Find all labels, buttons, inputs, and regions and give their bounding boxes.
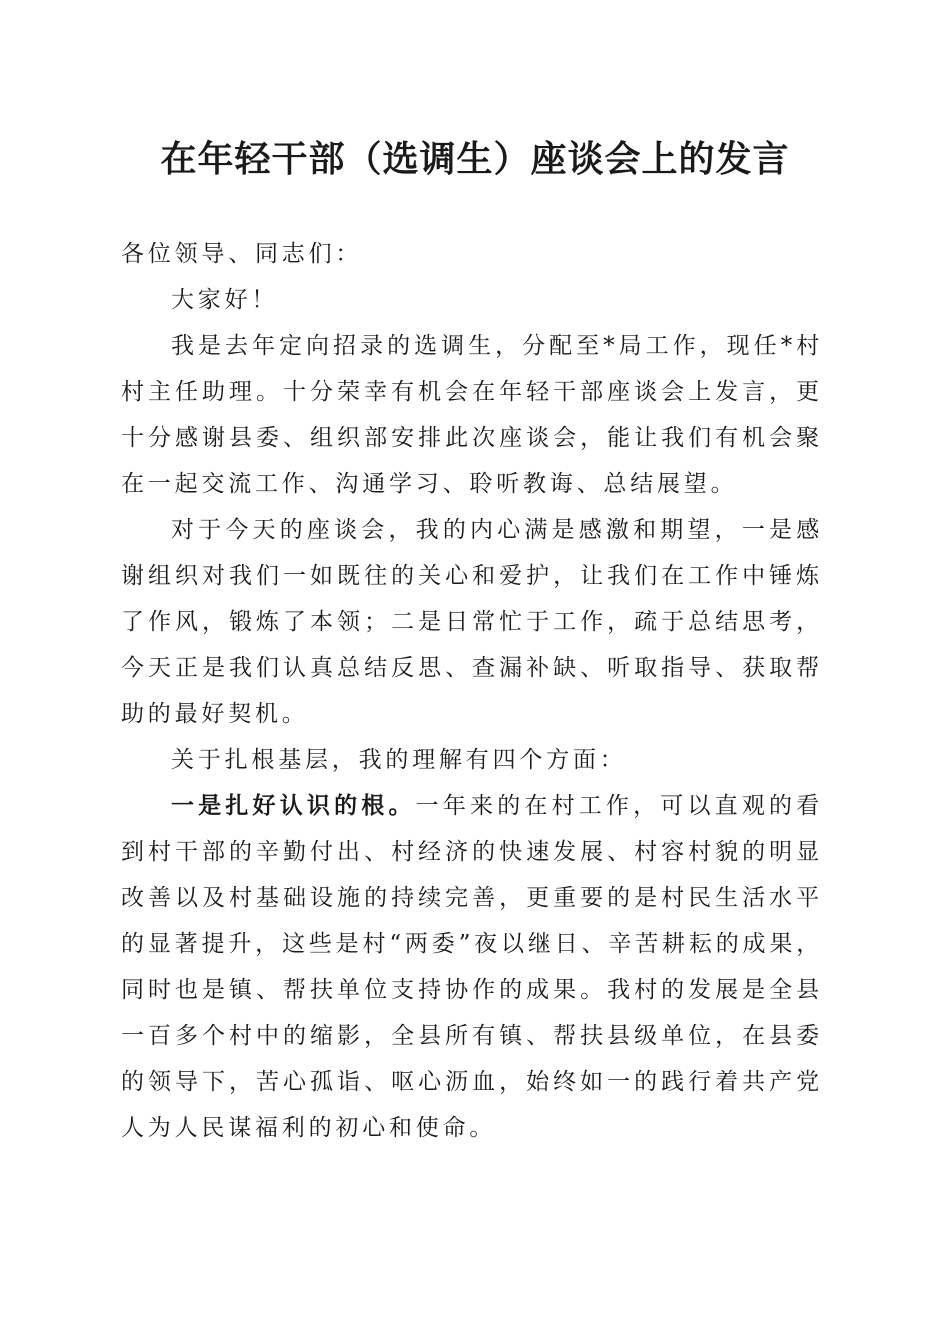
paragraph-point-one bbox=[121, 783, 823, 1151]
paragraph-intro: 我是去年定向招录的选调生，分配至*局工作，现任*村村主任助理。十分荣幸有机会在年轻干部座谈会上发言，更十分感谢县委、组织部安排此次座谈会，能让我们有机会聚在一起交流工作、沟通学习、聆听教诲、总结展望。 bbox=[121, 333, 823, 497]
greeting: 大家好！ bbox=[171, 287, 279, 313]
point-one-text: 一年来的在村工作，可以直观的看到村干部的辛勤付出、村经济的快速发展、村容村貌的明显改善以及村基础设施的持续完善，更重要的是村民生活水平的显著提升，这些是村“两委”夜以继日、辛苦耕耘的成果，同时也是镇、帮扶单位支持协作的成果。我村的发展是全县一百多个村中的缩影，全县所有镇、帮扶县级单位，在县委的领导下，苦心孤诣、呕心沥血，始终如一的践行着共产党人为人民谋福利的初心和使命。 bbox=[121, 793, 824, 1141]
point-one-lead: 一是扎好认识的根。 bbox=[171, 792, 416, 819]
salutation: 各位领导、同志们： bbox=[121, 241, 363, 267]
document-title: 在年轻干部（选调生）座谈会上的发言 bbox=[160, 138, 790, 180]
paragraph-four-aspects: 关于扎根基层，我的理解有四个方面： bbox=[171, 747, 627, 773]
document-body bbox=[121, 231, 823, 1151]
paragraph-gratitude: 对于今天的座谈会，我的内心满是感激和期望，一是感谢组织对我们一如既往的关心和爱护，让我们在工作中锤炼了作风，锻炼了本领；二是日常忙于工作，疏于总结思考，今天正是我们认真总结反思、查漏补缺、听取指导、获取帮助的最好契机。 bbox=[121, 517, 823, 727]
